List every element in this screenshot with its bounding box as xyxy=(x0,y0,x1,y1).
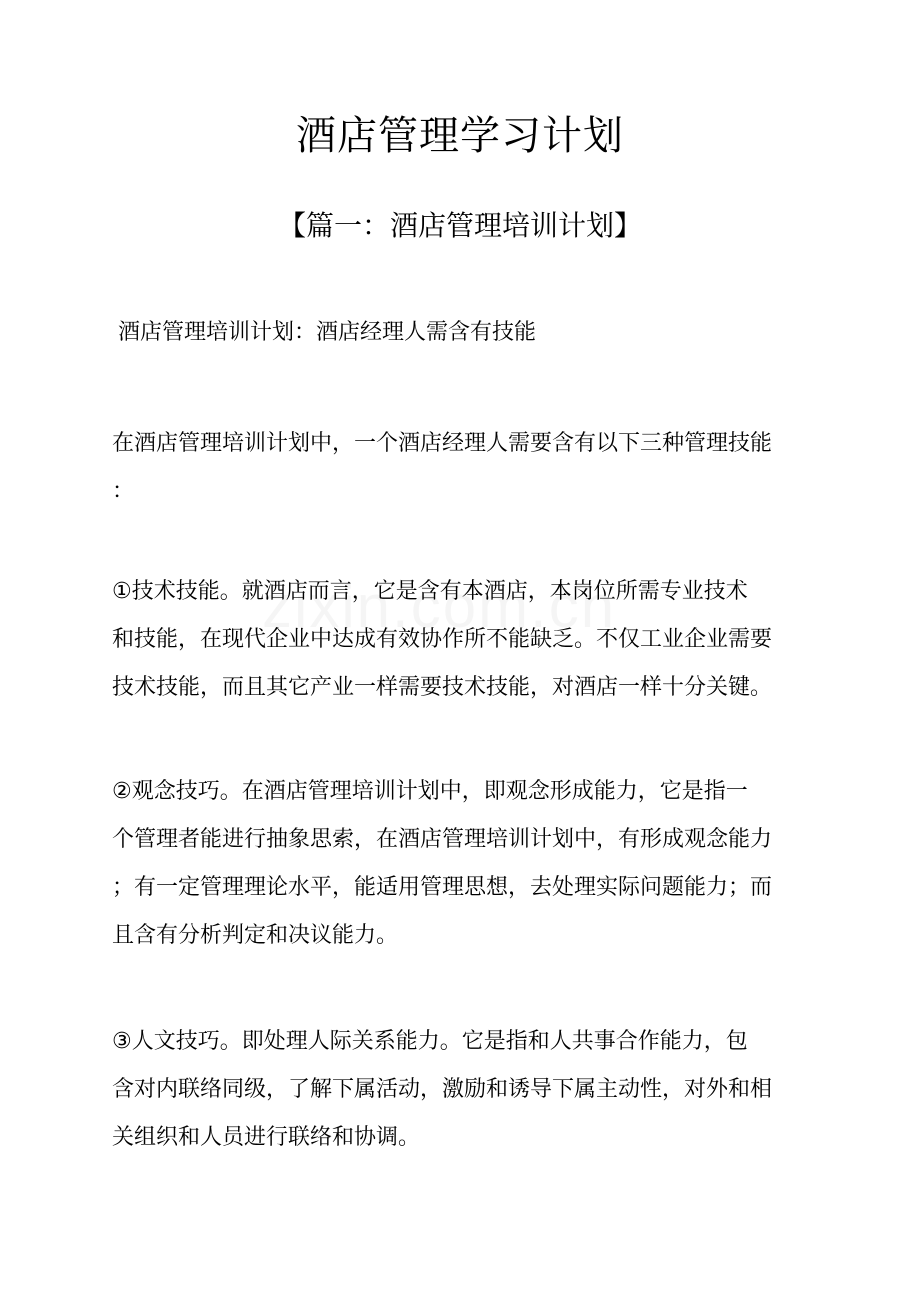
paragraph-technical-skills xyxy=(112,568,812,712)
text-line: 含对内联络同级，了解下属活动，激励和诱导下属主动性，对外和相 xyxy=(112,1077,773,1102)
text-line: ；有一定管理理论水平，能适用管理思想，去处理实际问题能力；而 xyxy=(112,875,773,900)
text-line: ③人文技巧。即处理人际关系能力。它是指和人共事合作能力，包 xyxy=(112,1029,748,1054)
text-line: 技术技能，而且其它产业一样需要技术技能，对酒店一样十分关键。 xyxy=(112,675,773,700)
text-line: 在酒店管理培训计划中，一个酒店经理人需要含有以下三种管理技能 xyxy=(112,431,773,456)
text-line: ②观念技巧。在酒店管理培训计划中，即观念形成能力，它是指一 xyxy=(112,779,748,804)
text-line: 个管理者能进行抽象思索，在酒店管理培训计划中，有形成观念能力 xyxy=(112,827,773,852)
section-heading: 酒店管理培训计划：酒店经理人需含有技能 xyxy=(118,320,537,345)
paragraph-conceptual-skills xyxy=(112,768,812,960)
text-line: 和技能，在现代企业中达成有效协作所不能缺乏。不仅工业企业需要 xyxy=(112,627,773,652)
text-line: 且含有分析判定和决议能力。 xyxy=(112,923,399,948)
document-title: 酒店管理学习计划 xyxy=(296,113,624,159)
text-line: 关组织和人员进行联络和协调。 xyxy=(112,1125,421,1150)
text-line: ： xyxy=(112,479,135,504)
text-line: ①技术技能。就酒店而言，它是含有本酒店，本岗位所需专业技术 xyxy=(112,579,748,604)
paragraph-human-skills xyxy=(112,1018,812,1162)
intro-paragraph xyxy=(112,420,812,516)
section-subtitle: 【篇一：酒店管理培训计划】 xyxy=(277,209,642,242)
